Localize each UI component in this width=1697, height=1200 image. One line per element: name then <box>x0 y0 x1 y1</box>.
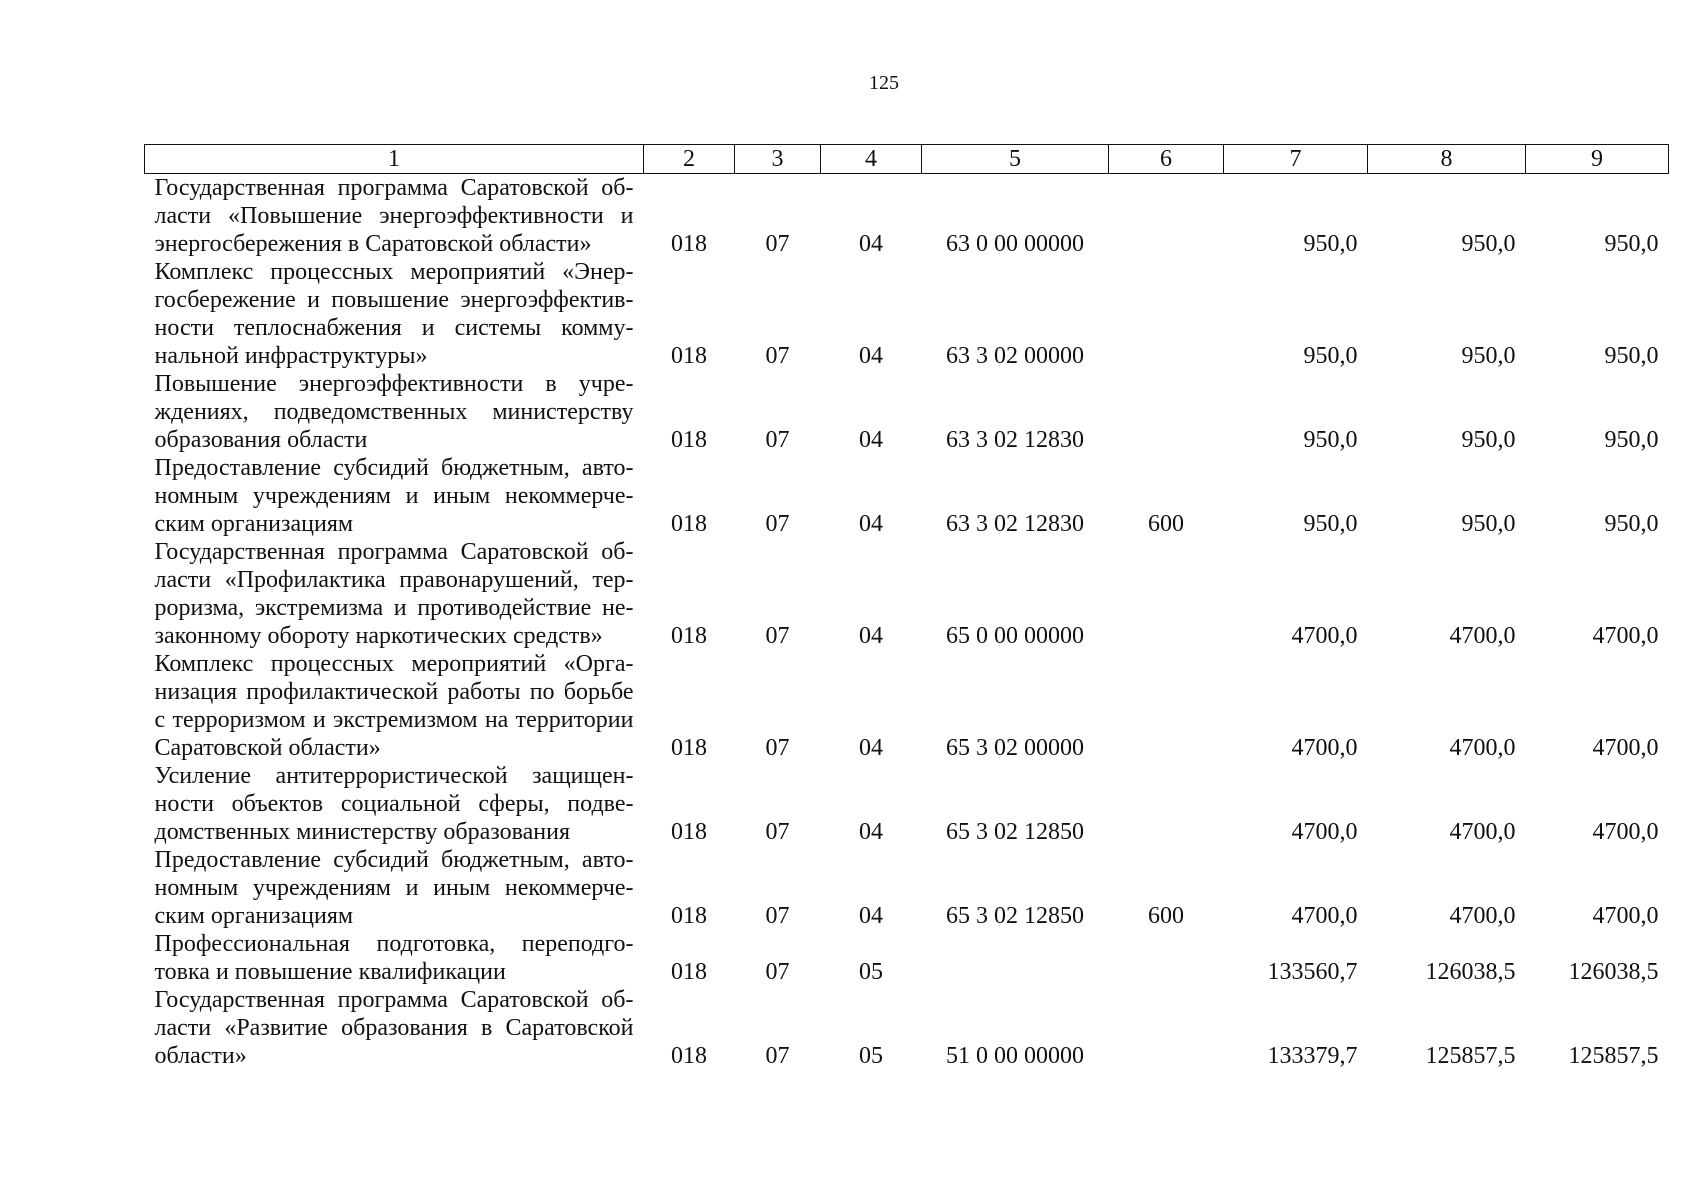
row-amount-1: 950,0 <box>1303 511 1358 537</box>
row-amount-2: 950,0 <box>1461 427 1516 453</box>
row-rz: 07 <box>765 735 790 761</box>
row-amount-1: 133379,7 <box>1267 1043 1358 1069</box>
row-amount-3: 4700,0 <box>1592 735 1659 761</box>
row-csr: 65 3 02 12850 <box>946 903 1084 929</box>
row-amount-2: 125857,5 <box>1425 1043 1516 1069</box>
table-row <box>145 762 1669 846</box>
table-row <box>145 454 1669 538</box>
row-amount-2: 4700,0 <box>1449 819 1516 845</box>
row-amount-1: 950,0 <box>1303 343 1358 369</box>
column-header: 1 <box>145 145 644 174</box>
row-amount-3: 950,0 <box>1604 427 1659 453</box>
row-amount-3: 4700,0 <box>1592 819 1659 845</box>
row-amount-3: 4700,0 <box>1592 903 1659 929</box>
row-amount-1: 950,0 <box>1303 231 1358 257</box>
table-header <box>145 145 1669 174</box>
row-vr <box>1109 762 1224 846</box>
column-header: 4 <box>821 145 922 174</box>
table-row <box>145 650 1669 762</box>
row-name: Повышение энергоэффективности в учреждениях, подведомственных министерству образования области <box>154 371 634 453</box>
row-csr: 65 3 02 00000 <box>946 735 1084 761</box>
row-pr: 04 <box>859 903 883 929</box>
row-name: Предоставление субсидий бюджетным, автономным учреждениям и иным некоммерческим организациям <box>154 847 634 929</box>
row-rz: 07 <box>765 427 790 453</box>
row-vr <box>1109 930 1224 986</box>
row-name: Государственная программа Саратовской области «Повышение энергоэффективности и энергосбережения в Саратовской области» <box>154 175 634 257</box>
budget-table <box>144 144 1669 1070</box>
row-amount-3: 4700,0 <box>1592 623 1659 649</box>
table-row <box>145 174 1669 259</box>
column-header: 2 <box>644 145 735 174</box>
row-name: Профессиональная подготовка, переподготовка и повышение квалификации <box>154 931 634 985</box>
row-name: Государственная программа Саратовской области «Развитие образования в Саратовской области» <box>154 987 634 1069</box>
row-rz: 07 <box>765 231 790 257</box>
row-amount-2: 4700,0 <box>1449 623 1516 649</box>
row-rz: 07 <box>765 343 790 369</box>
row-ved: 018 <box>671 511 707 537</box>
row-pr: 05 <box>859 1043 883 1069</box>
row-ved: 018 <box>671 1043 707 1069</box>
row-pr: 05 <box>859 959 883 985</box>
row-csr: 63 3 02 12830 <box>946 427 1084 453</box>
row-amount-3: 950,0 <box>1604 511 1659 537</box>
table-row <box>145 538 1669 650</box>
row-csr: 65 3 02 12850 <box>946 819 1084 845</box>
row-name: Усиление антитеррористической защищенности объектов социальной сферы, подведомственных министерству образования <box>154 763 634 845</box>
row-csr: 63 0 00 00000 <box>946 231 1084 257</box>
row-amount-3: 950,0 <box>1604 343 1659 369</box>
row-rz: 07 <box>765 903 790 929</box>
row-rz: 07 <box>765 623 790 649</box>
row-vr <box>1109 650 1224 762</box>
row-amount-3: 126038,5 <box>1568 959 1659 985</box>
row-amount-2: 950,0 <box>1461 231 1516 257</box>
row-amount-2: 4700,0 <box>1449 903 1516 929</box>
table-row <box>145 258 1669 370</box>
row-ved: 018 <box>671 231 707 257</box>
row-amount-3: 125857,5 <box>1568 1043 1659 1069</box>
header-row <box>145 145 1669 174</box>
row-rz: 07 <box>765 959 790 985</box>
row-amount-2: 950,0 <box>1461 343 1516 369</box>
table-row <box>145 986 1669 1070</box>
row-rz: 07 <box>765 1043 790 1069</box>
row-ved: 018 <box>671 735 707 761</box>
row-ved: 018 <box>671 623 707 649</box>
table-row <box>145 370 1669 454</box>
table-row <box>145 846 1669 930</box>
row-csr: 51 0 00 00000 <box>946 1043 1084 1069</box>
row-pr: 04 <box>859 427 883 453</box>
row-amount-1: 4700,0 <box>1291 903 1358 929</box>
row-pr: 04 <box>859 511 883 537</box>
row-pr: 04 <box>859 231 883 257</box>
table-body <box>145 174 1669 1071</box>
row-name: Предоставление субсидий бюджетным, автономным учреждениям и иным некоммерческим организациям <box>154 455 634 537</box>
column-header: 8 <box>1368 145 1526 174</box>
row-pr: 04 <box>859 735 883 761</box>
row-amount-1: 133560,7 <box>1267 959 1358 985</box>
page-number: 125 <box>869 72 899 94</box>
row-name: Государственная программа Саратовской области «Профилактика правонарушений, терроризма, экстремизма и противодействие незаконному обороту наркотических средств» <box>154 539 634 649</box>
row-csr: 65 0 00 00000 <box>946 623 1084 649</box>
row-amount-1: 4700,0 <box>1291 819 1358 845</box>
row-vr <box>1109 258 1224 370</box>
row-name: Комплекс процессных мероприятий «Энергосбережение и повышение энергоэффективности теплоснабжения и системы коммунальной инфраструктуры» <box>154 259 634 369</box>
column-header: 5 <box>922 145 1109 174</box>
row-amount-1: 4700,0 <box>1291 623 1358 649</box>
row-amount-1: 950,0 <box>1303 427 1358 453</box>
row-vr <box>1109 370 1224 454</box>
row-vr: 600 <box>1148 511 1184 537</box>
row-ved: 018 <box>671 903 707 929</box>
row-amount-1: 4700,0 <box>1291 735 1358 761</box>
column-header: 3 <box>735 145 821 174</box>
row-vr <box>1109 174 1224 259</box>
row-ved: 018 <box>671 427 707 453</box>
row-pr: 04 <box>859 819 883 845</box>
table-row <box>145 930 1669 986</box>
row-csr: 63 3 02 00000 <box>946 343 1084 369</box>
row-vr <box>1109 538 1224 650</box>
row-amount-2: 126038,5 <box>1425 959 1516 985</box>
row-amount-3: 950,0 <box>1604 231 1659 257</box>
row-rz: 07 <box>765 511 790 537</box>
row-vr: 600 <box>1148 903 1184 929</box>
row-csr <box>922 930 1109 986</box>
column-header: 6 <box>1109 145 1224 174</box>
row-name: Комплекс процессных мероприятий «Организация профилактической работы по борьбе с терроризмом и экстремизмом на территории Саратовской области» <box>154 651 634 761</box>
row-pr: 04 <box>859 623 883 649</box>
row-amount-2: 950,0 <box>1461 511 1516 537</box>
row-vr <box>1109 986 1224 1070</box>
row-csr: 63 3 02 12830 <box>946 511 1084 537</box>
column-header: 9 <box>1526 145 1669 174</box>
row-ved: 018 <box>671 959 707 985</box>
row-ved: 018 <box>671 819 707 845</box>
row-pr: 04 <box>859 343 883 369</box>
row-rz: 07 <box>765 819 790 845</box>
row-ved: 018 <box>671 343 707 369</box>
column-header: 7 <box>1224 145 1368 174</box>
row-amount-2: 4700,0 <box>1449 735 1516 761</box>
